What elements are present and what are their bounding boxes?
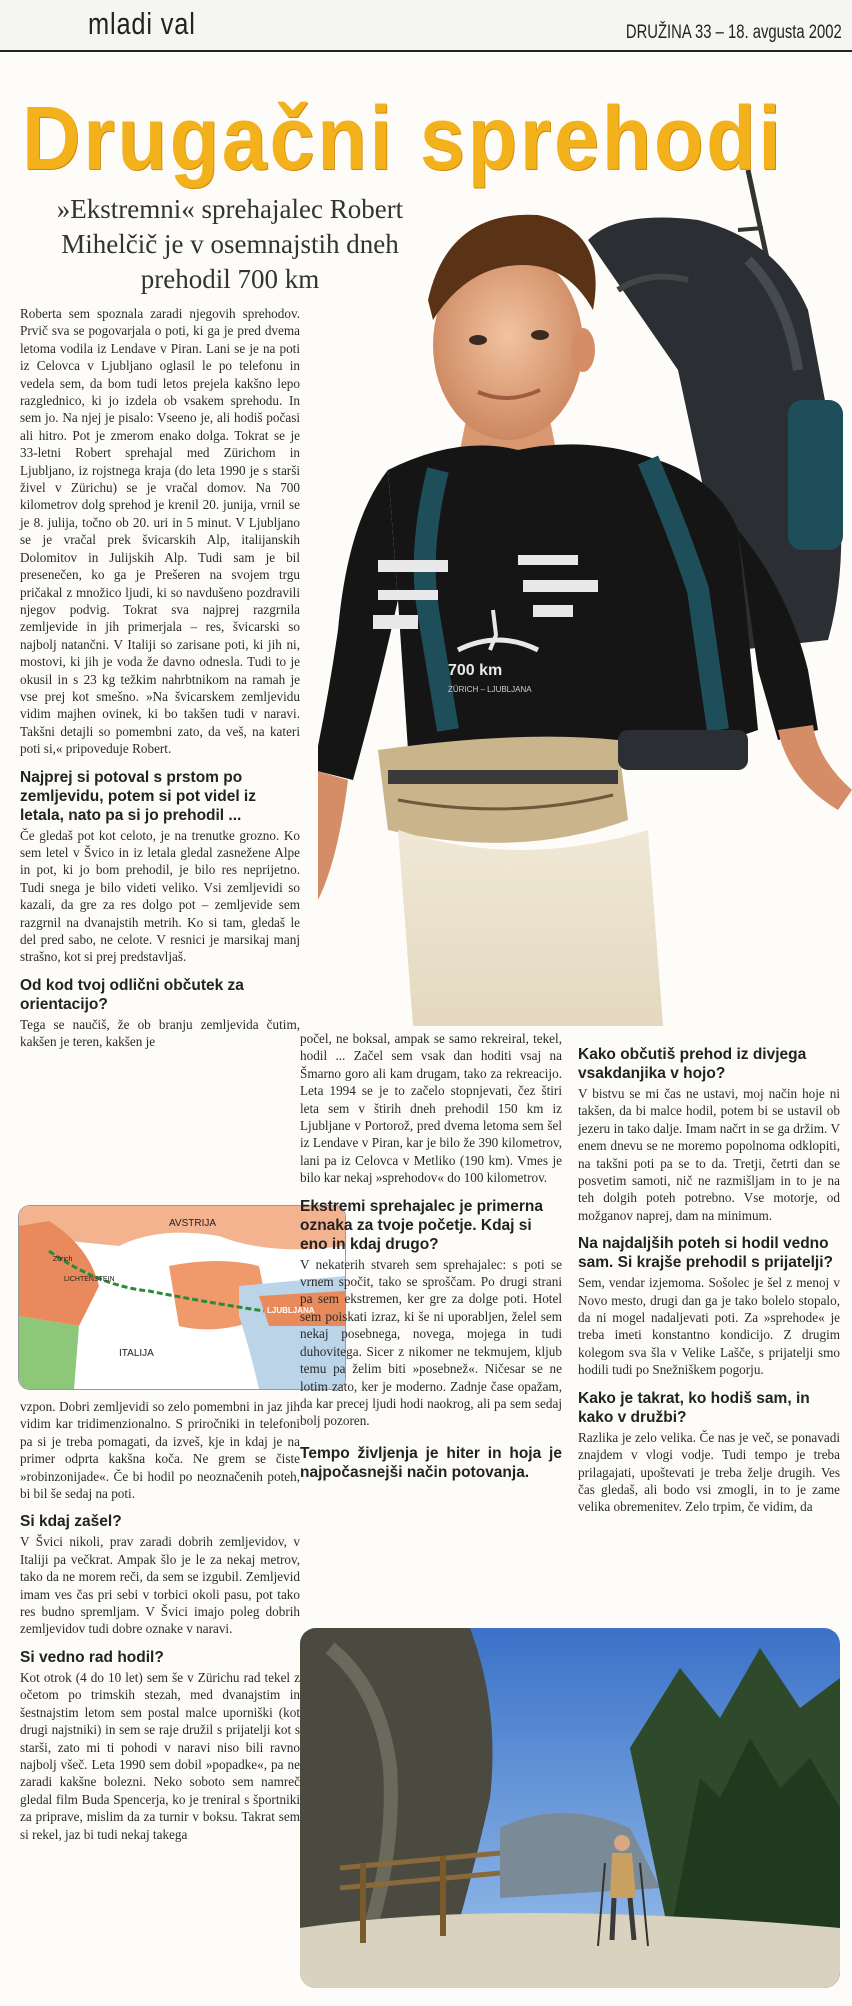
answer-4: Kot otrok (4 do 10 let) sem še v Zürichu rad tekel z očetom po trimskih stezah, med dvanajstim in šestnajstim letom sem postal malce uporniški (kot drugi najstniki) in sem se raje družil s prijatelji kot s starši, zato mi ti pohodi v naravi niso bili ravno najbolj všeč. Leta 1990 sem dobil »popadke«, pa ne zaradi kakšne bolezni. Neko soboto sem namreč gledal film Buda Spencerja, ko je treniral s športniki za priprave, mislim da za turnir v boksu. Takrat sem si rekel, jaz bi tudi nekaj takega: [20, 1669, 300, 1842]
answer-8: Razlika je zelo velika. Če nas je več, se ponavadi znajdem v vlogi vodje. Tudi tempo je treba prilagajati, upoštevati je treba želje drugih. Ves čas gledaš, ali bodo vsi zmogli, in to je zame velika obremenitev. Zelo trpim, če vidim, da: [578, 1429, 840, 1515]
answer-4-cont: počel, ne boksal, ampak se samo rekreiral, tekel, hodil ... Začel sem vsak dan hoditi vsaj na Šmarno goro ali kam drugam, tako za rekreacijo. Leta 1994 se je to začelo stopnjevati, čez štiri leta sem v štirih dneh prehodil 150 km iz Ljubljane v Portorož, pred dvema letoma sem šel iz Lendave v Piran, kar je bilo že 390 kilometrov, lani pa iz Celovca v Metliko (190 km). Vmes je bilo kar nekaj »sprehodov« do 100 kilometrov.: [300, 1031, 562, 1186]
question-8: Kako je takrat, ko hodiš sam, in kako v družbi?: [578, 1389, 810, 1426]
map-label-ljubljana: LJUBLJANA: [267, 1306, 315, 1315]
map-label-zurich: Zürich: [53, 1256, 73, 1263]
answer-1: Če gledaš pot kot celoto, je na trenutke grozno. Ko sem letel v Švico in iz letala gledal zasnežene Alpe in pot, ki jo bom prehodil, je bilo res neprijetno. Tudi snega je bilo videti veliko. Vsi zemljevidi so kazali, da gre za res dolgo pot – zemljevide sem razgrnil na dvanajstih metrih. Ko si tam, gledaš le del pred sabo, ne celote. V resnici je marsikaj manj strašno, kot si prej predstavljaš.: [20, 827, 300, 965]
intro-paragraph: Roberta sem spoznala zaradi njegovih sprehodov. Prvič sva se pogovarjala o poti, ki ga je pred dvema letoma vodila iz Lendave v Piran. Lani se je na poti iz Celovca v Ljubljano oglasil le po telefonu in vedela sem, da bom tudi letos prejela kakšno lepo razglednico, ki jo izdela ob vsakem sprehodu. In sem jo. Na njej je pisalo: Vseeno je, ali hodiš počasi ali hitro. Pot je zmerom enako dolga. Tokrat se je 33-letni Robert sprehajal med Zürichom in Ljubljano, iz rojstnega kraja (do leta 1990 je s starši živel v Zürichu) se je vračal domov. Na 700 kilometrov dolg sprehod je krenil 20. junija, vrnil se je 8. julija, točno ob 20. uri in 5 minut. V Ljubljano se je vračal prek švicarskih Alp, italijanskih Dolomitov in Julijskih Alp. Tudi sam je bil presenečen, ko ga je Prešeren na svojem trgu pričakal z množico ljudi, ki so navdušeno pozdravili njegov podvig. Tokrat sva najprej razgrnila zemljevide in jih primerjala – res, švicarski so najbolj natančni. V Italiji so zarisane poti, ki jih ni, mostovi, ki jih je voda že davno odnesla. Tudi to je okusil in s 23 kg težkim nahrbtnikom na ramah je vse prej kot smešno. »Na švicarskem zemljevidu vidim majhen ovinek, ki bo takšen tudi v naravi. Takšni detajli so pomembni zato, da veš, na kateri poti si,« pripoveduje Robert.: [20, 306, 300, 757]
question-1: Najprej si potoval s prstom po zemljevidu, potem si pot videl iz letala, nato pa si jo prehodil ...: [20, 768, 256, 824]
route-map: [18, 1205, 346, 1390]
issue-info: DRUŽINA 33 – 18. avgusta 2002: [626, 22, 842, 43]
column-2: [300, 1030, 562, 1482]
mountain-illustration: [300, 1628, 840, 1988]
deck: »Ekstremni« sprehajalec Robert Mihelčič je v osemnajstih dneh prehodil 700 km: [56, 194, 404, 294]
answer-2-cont: vzpon. Dobri zemljevidi so zelo pomembni in jaz jih vidim kar tridimenzionalno. S priročniki in telefoni pa si je treba pomagati, da izveš, kje in kdaj je na primer odprta kakšna koča. Ne grem se čiste »robinzonijade«. Če bi hodil po neoznačenih poteh, bi bil še sedaj na poti.: [20, 1399, 300, 1502]
map-label-avstrija: AVSTRIJA: [169, 1218, 217, 1229]
hiker-illustration: [318, 170, 852, 1026]
column-1-bottom: [20, 1398, 300, 1847]
question-4: Si vedno rad hodil?: [20, 1648, 164, 1666]
map-label-italija: ITALIJA: [119, 1348, 154, 1359]
answer-7: Sem, vendar izjemoma. Sošolec je šel z menoj v Novo mesto, drugi dan ga je tako bolelo stopalo, da ni mogel nadaljevati poti. Za »sprehode« je treba imeti konstantno kondicijo. Z drugim kolegom sva šla v Velike Lašče, s prijatelji smo hodili tudi po Snežniškem pogorju.: [578, 1275, 840, 1378]
question-5: Ekstremi sprehajalec je primerna oznaka za tvoje početje. Kdaj si eno in kdaj drugo?: [300, 1197, 543, 1253]
map-illustration: [19, 1206, 345, 1389]
map-label-lichtenstein: LICHTENSTEIN: [64, 1276, 115, 1283]
pull-quote: Tempo življenja je hiter in hoja je najpočasnejši način potovanja.: [300, 1444, 562, 1481]
answer-3: V Švici nikoli, prav zaradi dobrih zemljevidov, v Italiji pa večkrat. Ampak šlo je le za nekaj metrov, tako da ne morem reči, da sem se izgubil. Zemljevid imam ves čas pri sebi v torbici okoli pasu, pot tako res budno spremljam. V Švici imajo poleg dobrih zemljevidov tudi dobre oznake v naravi.: [20, 1534, 300, 1637]
question-2: Od kod tvoj odlični občutek za orientacijo?: [20, 976, 244, 1013]
question-6: Kako občutiš prehod iz divjega vsakdanjika v hojo?: [578, 1046, 807, 1082]
shirt-text: 700 km: [448, 662, 503, 679]
hiker-photo: [318, 170, 852, 1026]
section-title: mladi val: [88, 6, 196, 41]
answer-2: Tega se naučiš, že ob branju zemljevida čutim, kakšen je teren, kakšen je: [20, 1016, 300, 1050]
answer-6: V bistvu se mi čas ne ustavi, moj način hoje ni takšen, da bi malce hodil, potem bi se ustavil ob jezeru in tako dalje. Imam načrt in se ga držim. V enem dnevu se ne moremo popolnoma odklopiti, na takšni poti pa se to da. Tretji, četrti dan se posvetim samoti, nič ne razmišljam in to je na teh dolgih poteh potrebno. Vse motorje, od možganov naprej, dam na minimum.: [578, 1086, 840, 1223]
column-1-top: [20, 305, 300, 1055]
page-header: [0, 0, 852, 52]
question-7: Na najdaljših poteh si hodil vedno sam. Si krajše prehodil s prijatelji?: [578, 1235, 833, 1272]
headline: Drugačni sprehodi: [22, 89, 784, 189]
shirt-subtext: ZÜRICH – LJUBLJANA: [448, 685, 532, 694]
question-3: Si kdaj zašel?: [20, 1513, 122, 1531]
column-3: [578, 1045, 840, 1520]
answer-5: V nekaterih stvareh sem sprehajalec: s poti se vrnem spočit, tako se sproščam. Po drugi strani pa sem ekstremen, ker gre za dolge poti. Hotel sem poiskati izraz, ki še ni uporabljen, želel sem nekaj posebnega, novega, mojega in tudi duhovitega. Sicer z nikomer ne tekmujem, kljub temu pa želim biti »posebnež«. Ničesar se ne lotim zato, ker je moderno. Zadnje čase opažam, da kar precej ljudi hodi naokrog, ali pa sem sedaj bolj pozoren.: [300, 1256, 562, 1429]
mountain-photo: [300, 1628, 840, 1988]
